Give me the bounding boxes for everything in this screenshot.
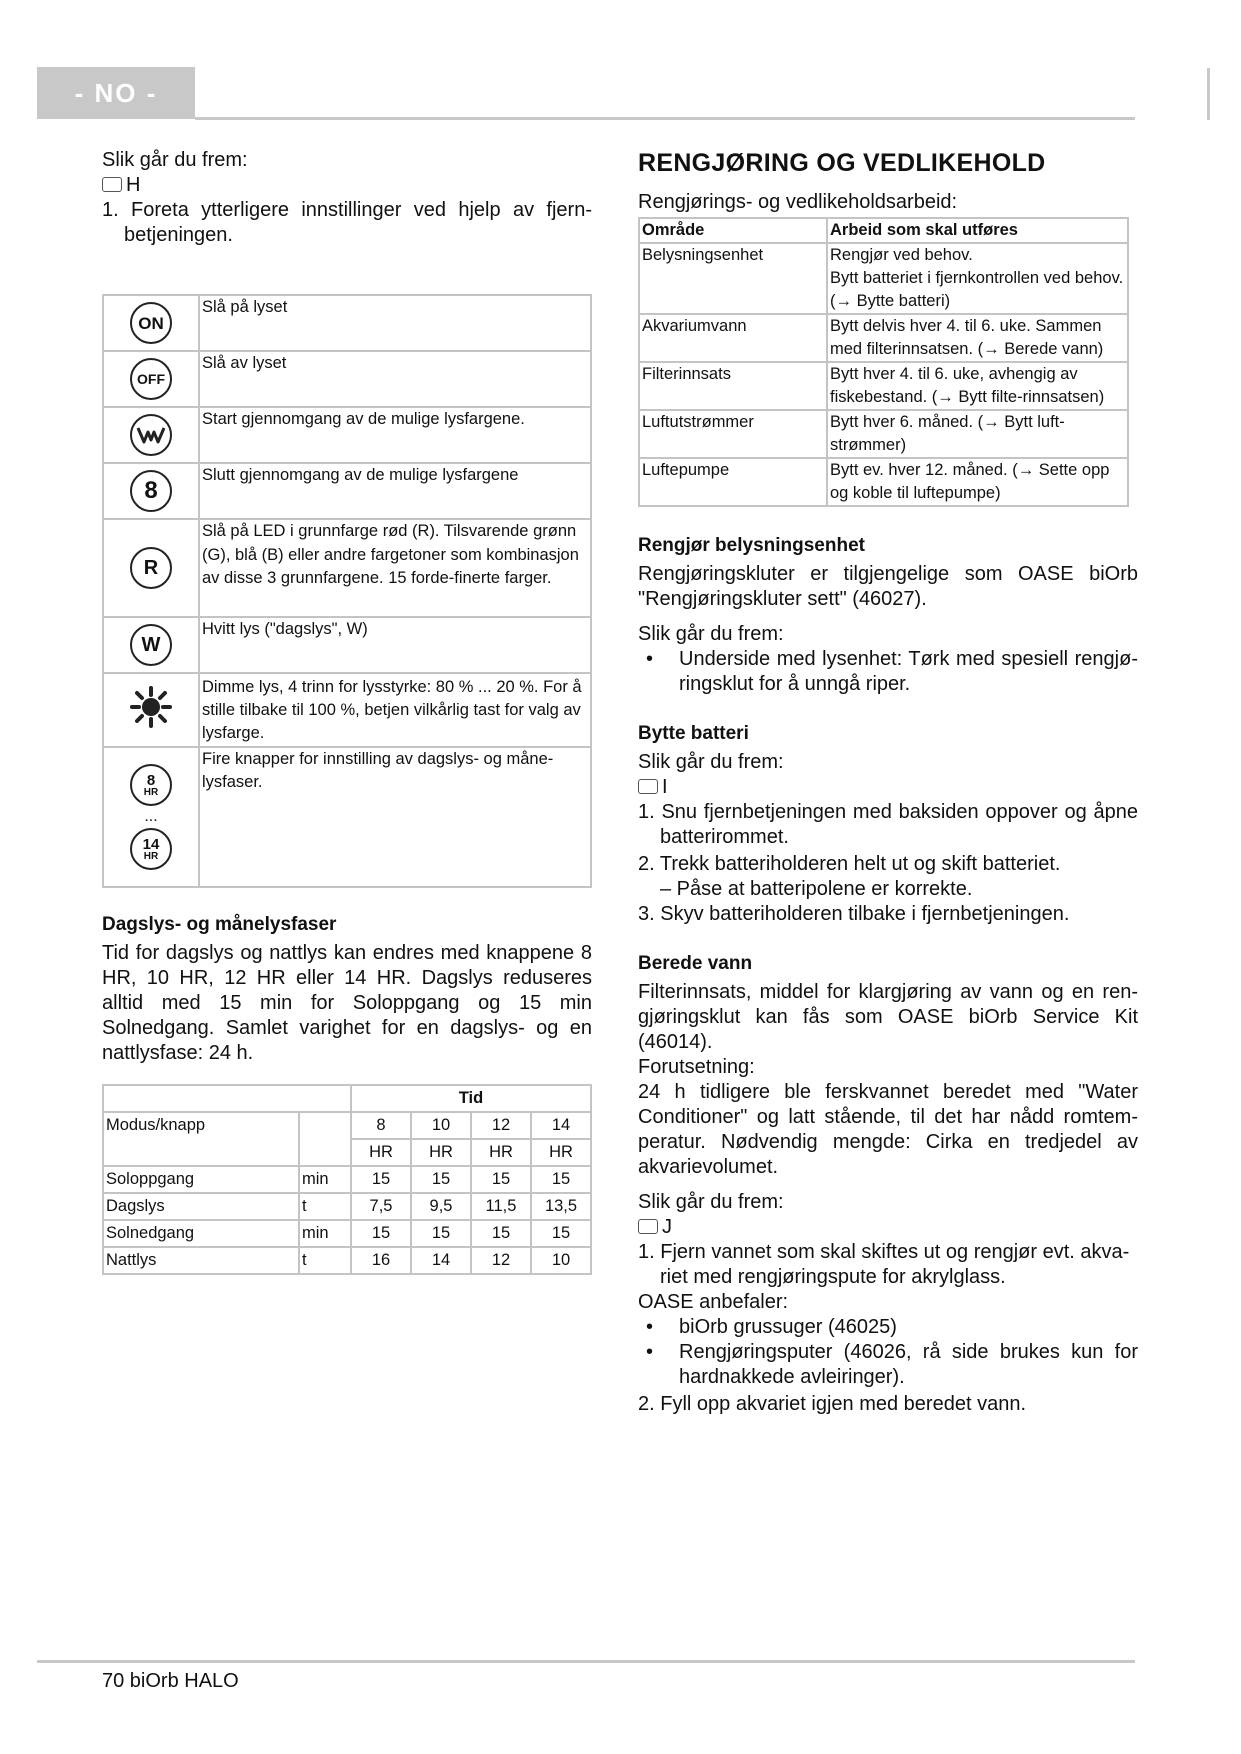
page-footer: 70 biOrb HALO [102,1670,239,1692]
table-cell: Start gjennomgang av de mulige lysfargene. [199,407,591,463]
table-row: Soloppgang min 15 15 15 15 [103,1166,591,1193]
table-header: Arbeid som skal utføres [827,218,1128,243]
dimmer-sun-icon [129,685,173,736]
table-cell: HR [411,1139,471,1166]
figure-box-icon [638,1219,658,1234]
remote-buttons-table [102,294,592,888]
table-cell: Slå på lyset [199,295,591,351]
white-button-icon: W [130,624,172,666]
table-cell: Dimme lys, 4 trinn for lysstyrke: 80 % ... 20 %. For å stille tilbake til 100 %, betjen vilkårlig tast for valg av lysfarge. [199,673,591,747]
table-cell: Slå på LED i grunnfarge rød (R). Tilsvarende grønn (G), blå (B) eller andre fargetoner som kombinasjon av disse 3 grunnfargene. 15 forde-finerte farger. [199,519,591,617]
step-2: 2. Trekk batteriholderen helt ut og skift batteriet. [638,853,1061,875]
ellipsis: ... [144,808,158,825]
water-text: Filterinnsats, middel for klargjøring av vann og en ren-gjøringsklut kan fås som OASE biOrb Service Kit (46014). [638,981,1138,1053]
step-1: 1. Fjern vannet som skal skiftes ut og rengjør evt. akva-riet med rengjøringspute for akrylglass. [638,1241,1130,1288]
table-row: Dagslys t 7,5 9,5 11,5 13,5 [103,1193,591,1220]
hr-8-button-icon: 8 HR [130,764,172,806]
clean-text: Rengjøringskluter er tilgjengelige som OASE biOrb "Rengjøringskluter sett" (46027). [638,563,1138,610]
step-3: 3. Skyv batteriholderen tilbake i fjernbetjeningen. [638,903,1070,925]
table-row: Solnedgang min 15 15 15 15 [103,1220,591,1247]
prereq-label: Forutsetning: [638,1056,755,1078]
intro-text: Slik går du frem: [102,149,248,171]
table-cell: 14 [531,1112,591,1139]
section-title: RENGJØRING OG VEDLIKEHOLD [638,149,1046,177]
battery-intro: Slik går du frem: [638,751,784,773]
left-column [102,148,592,1275]
stop-cycle-button-icon: 8 [130,470,172,512]
maintenance-table [638,217,1129,507]
figure-ref: J [638,1215,1138,1240]
table-cell: HR [471,1139,531,1166]
note: – Påse at batteripolene er korrekte. [660,878,973,900]
step-1: 1. Foreta ytterligere innstillinger ved hjelp av fjern-betjeningen. [102,199,592,246]
table-row: Luftepumpe Bytt ev. hver 12. måned. (→ Sette opp og koble til luftepumpe) [639,458,1128,506]
time-table [102,1084,592,1275]
tid-header: Tid [351,1085,591,1112]
table-cell: Fire knapper for innstilling av dagslys- og måne-lysfaser. [199,747,591,887]
figure-box-icon [638,779,658,794]
table-cell: 8 [351,1112,411,1139]
wave-button-icon [130,414,172,456]
figure-box-icon [102,177,122,192]
water-intro: Slik går du frem: [638,1191,784,1213]
right-column [638,148,1138,1417]
step-2: 2. Fyll opp akvariet igjen med beredet vann. [638,1393,1026,1415]
table-row: Luftutstrømmer Bytt hver 6. måned. (→ Bytt luft-strømmer) [639,410,1128,458]
phase-text: Tid for dagslys og nattlys kan endres med knappene 8 HR, 10 HR, 12 HR eller 14 HR. Dagslys reduseres alltid med 15 min for Soloppgang og 15 min Solnedgang. Samlet varighet for en dagslys- og en nattlysfase: 24 h. [102,942,592,1064]
table-cell: Slutt gjennomgang av de mulige lysfargene [199,463,591,519]
table-row: Belysningsenhet Rengjør ved behov. Bytt batteriet i fjernkontrollen ved behov. (→ Bytte batteri) [639,243,1128,314]
mode-header: Modus/knapp [103,1112,299,1166]
list-item: • biOrb grussuger (46025) [646,1316,897,1338]
table-cell: Slå av lyset [199,351,591,407]
language-tab: - NO - [37,67,195,119]
edge-mark [1207,68,1210,120]
maint-intro: Rengjørings- og vedlikeholdsarbeid: [638,191,958,213]
table-cell: 12 [471,1112,531,1139]
figure-ref: H [102,173,592,198]
table-row: Akvariumvann Bytt delvis hver 4. til 6. uke. Sammen med filterinnsatsen. (→ Berede vann) [639,314,1128,362]
phase-heading: Dagslys- og månelysfaser [102,914,337,935]
table-row: Filterinnsats Bytt hver 4. til 6. uke, avhengig av fiskebestand. (→ Bytt filte-rinnsatsen) [639,362,1128,410]
table-cell: 10 [411,1112,471,1139]
table-cell: HR [351,1139,411,1166]
prereq-text: 24 h tidligere ble ferskvannet beredet med "Water Conditioner" og latt stående, til det har nådd romtem-peratur. Nødvendig mengde: Cirka en tredjedel av akvarievolumet. [638,1081,1138,1178]
off-button-icon: OFF [130,358,172,400]
clean-heading: Rengjør belysningsenhet [638,535,865,556]
header-rule [195,117,1135,120]
battery-heading: Bytte batteri [638,723,749,744]
red-button-icon: R [130,547,172,589]
list-item: • Underside med lysenhet: Tørk med spesiell rengjø-ringsklut for å unngå riper. [646,648,1138,695]
table-header: Område [639,218,827,243]
figure-ref: I [638,775,1138,800]
table-cell: HR [531,1139,591,1166]
hr-14-button-icon: 14 HR [130,828,172,870]
footer-rule [37,1660,1135,1663]
recommends-label: OASE anbefaler: [638,1291,789,1313]
table-row: Nattlys t 16 14 12 10 [103,1247,591,1274]
step-1: 1. Snu fjernbetjeningen med baksiden oppover og åpne batterirommet. [638,801,1138,848]
clean-intro: Slik går du frem: [638,623,784,645]
on-button-icon: ON [130,302,172,344]
water-heading: Berede vann [638,953,753,974]
table-cell: Hvitt lys ("dagslys", W) [199,617,591,673]
list-item: • Rengjøringsputer (46026, rå side brukes kun for hardnakkede avleiringer). [646,1341,1138,1388]
